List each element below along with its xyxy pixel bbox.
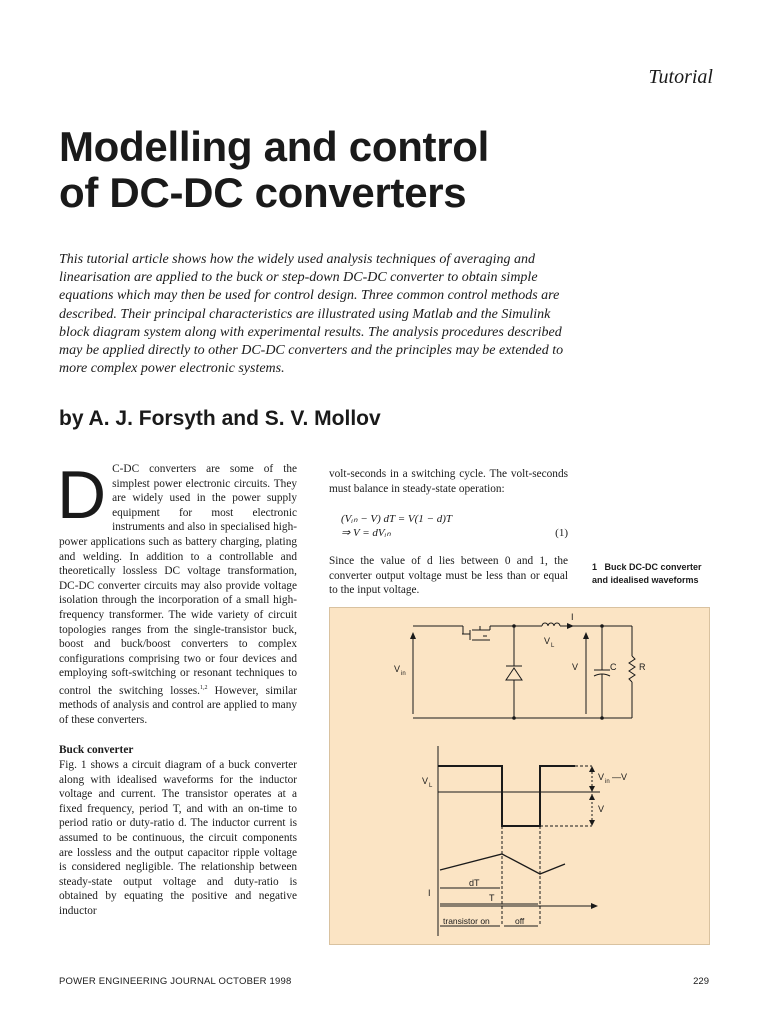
figure-number: 1 xyxy=(592,562,598,572)
intro-tail: However, similar methods of analysis and control are applied to many of these converters. xyxy=(59,684,297,726)
equation-number: (1) xyxy=(555,527,568,540)
waveform-labels xyxy=(422,772,627,926)
intro-text: C-DC converters are some of the simplest power electronic circuits. They are widely used in the power supply equipment for most electronic instruments and also in specialised high-power applications such as battery charging, plating and welding. In addition to a controllable and theoretically lossless DC voltage transformation, DC-DC converter circuits may also provide voltage isolation through the incorporation of a small high-frequency transformer. The wide variety of circuit topologies ranges from the single-transistor buck, boost and buck/boost converters to complex configurations comprising two or four devices and employing soft-switching or resonant techniques to control the switching losses. xyxy=(59,463,297,697)
label-vl-wave: V xyxy=(422,776,429,786)
label-c: C xyxy=(610,662,617,672)
figure-panel xyxy=(329,607,710,945)
junction-dot xyxy=(600,624,604,628)
label-transistor-on: transistor on xyxy=(443,916,490,926)
byline: by A. J. Forsyth and S. V. Mollov xyxy=(59,407,381,430)
drop-cap: D xyxy=(57,457,107,533)
label-vl-sub: L xyxy=(551,643,555,649)
inductor-symbol xyxy=(542,623,560,626)
label-vin-minus-v-tail: —V xyxy=(612,772,628,782)
buck-converter-paragraph: Fig. 1 shows a circuit diagram of a buck converter along with idealised waveforms for the inductor voltage and current. The transistor operates at a fixed frequency, period T, and with an on-time to period ratio or duty-ratio d. The inductor current is assumed to be continuous, the circuit components are lossless and the output capacitor ripple voltage is considered negligible. The relationship between steady-state output voltage and duty-ratio is obtained by equating the positive and negative inductor xyxy=(59,759,297,917)
label-v: V xyxy=(572,662,579,672)
label-vl: V xyxy=(544,636,551,646)
body-column-1 xyxy=(57,457,297,919)
waveform-arrowheads xyxy=(589,766,598,909)
label-i-wave: I xyxy=(428,888,431,898)
label-current: I xyxy=(571,612,574,622)
circuit-labels xyxy=(394,612,646,677)
junction-dot xyxy=(600,716,604,720)
section-label: Tutorial xyxy=(648,66,713,88)
junction-dot xyxy=(512,716,516,720)
journal-footer: POWER ENGINEERING JOURNAL OCTOBER 1998 xyxy=(59,976,292,987)
reference-marker: 1,2 xyxy=(200,684,208,691)
time-arrowhead xyxy=(591,903,598,909)
label-r: R xyxy=(639,662,646,672)
label-vin-minus-v: V xyxy=(598,772,605,782)
resistor-symbol xyxy=(629,656,635,682)
body-column-2 xyxy=(329,467,568,598)
buck-converter-figure xyxy=(330,608,709,944)
equation-1 xyxy=(341,512,568,540)
vl-waveform xyxy=(438,766,575,826)
volt-seconds-paragraph: volt-seconds in a switching cycle. The volt-seconds must balance in steady-state operation: xyxy=(329,468,568,495)
title-line-2: of DC-DC converters xyxy=(59,169,467,216)
label-vin-minus-v-sub: in xyxy=(605,779,610,785)
waveform-plot xyxy=(438,746,600,936)
label-off: off xyxy=(515,916,525,926)
diode-symbol xyxy=(506,668,522,680)
label-vl-wave-sub: L xyxy=(429,783,433,789)
subheading-buck-converter: Buck converter xyxy=(59,744,134,757)
vin-arrowhead xyxy=(410,632,416,639)
label-vin: V xyxy=(394,664,401,674)
intro-paragraph xyxy=(57,457,297,727)
junction-dot xyxy=(512,624,516,628)
page-number: 229 xyxy=(693,976,709,987)
label-dT: dT xyxy=(469,878,480,888)
label-T: T xyxy=(489,893,495,903)
duty-ratio-paragraph: Since the value of d lies between 0 and 1, the converter output voltage must be less than or equal to the input voltage. xyxy=(329,555,568,597)
v-arrowhead xyxy=(583,632,589,639)
current-arrowhead xyxy=(567,623,574,629)
circuit-diagram xyxy=(413,623,635,718)
label-v-wave: V xyxy=(598,804,605,814)
title-line-1: Modelling and control xyxy=(59,123,490,170)
figure-caption xyxy=(592,561,717,586)
equation-line-1: (Vᵢₙ − V) dT = V(1 − d)T xyxy=(341,513,452,526)
figure-caption-text: Buck DC-DC converter and idealised waveforms xyxy=(592,562,702,585)
abstract: This tutorial article shows how the widely used analysis techniques of averaging and linearisation are applied to the buck or step-down DC-DC converter to obtain simple equations which may then be used for control design. Three common control methods are described. Their principal characteristics are illustrated using Matlab and the Simulink block diagram system along with experimental results. The analysis procedures described may be applied directly to other DC-DC converters and the principles may be extended to more complex power electronic systems. xyxy=(59,252,564,377)
label-vin-sub: in xyxy=(401,671,406,677)
article-title xyxy=(59,124,619,216)
transistor-symbol xyxy=(462,626,490,640)
equation-line-2: ⇒ V = dVᵢₙ xyxy=(341,527,391,540)
